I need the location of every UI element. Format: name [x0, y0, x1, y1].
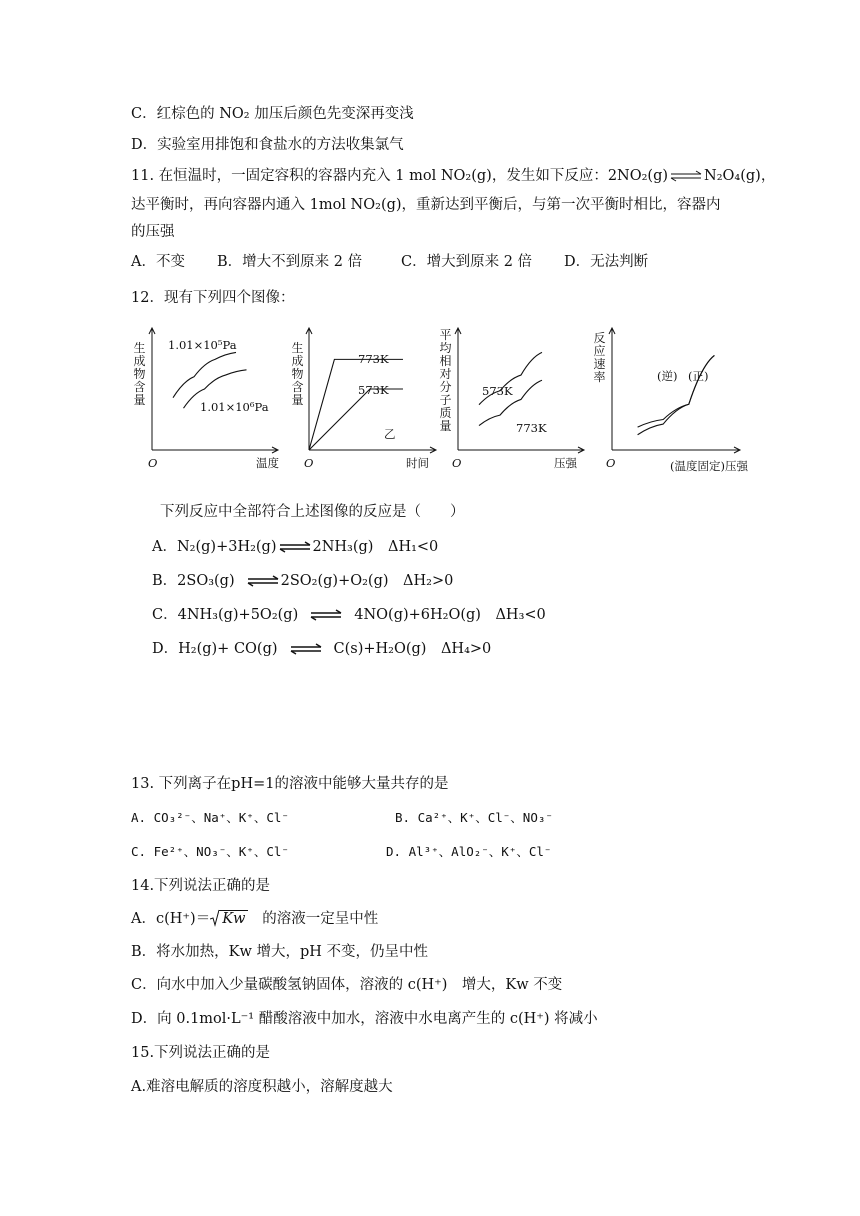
q12-option-a	[152, 537, 438, 557]
q14-option-b: B．将水加热，Kw 增大，pH 不变，仍呈中性	[131, 944, 429, 960]
q12-option-b-left: B．2SO₃(g)	[152, 573, 235, 589]
equilibrium-arrow-icon	[310, 609, 342, 621]
q12-question: 下列反应中全部符合上述图像的反应是（ ）	[160, 504, 465, 520]
chart-2	[286, 322, 441, 486]
q13-option-d: D. Al³⁺、AlO₂⁻、K⁺、Cl⁻	[386, 844, 552, 859]
q14-option-a-right: 的溶液一定呈中性	[262, 911, 379, 927]
equilibrium-arrow-icon	[279, 541, 311, 553]
q11-stem-line1	[131, 166, 775, 186]
kw-symbol: Kw	[219, 910, 248, 927]
q15-stem: 15.下列说法正确的是	[131, 1045, 271, 1061]
series-label-2: 573K	[358, 383, 389, 397]
q10-option-c: C．红棕色的 NO₂ 加压后颜色先变深再变浅	[131, 106, 414, 122]
chart-xlabel: 压强	[554, 456, 577, 470]
q15-option-a: A.难溶电解质的溶度积越小，溶解度越大	[131, 1079, 393, 1095]
sqrt-kw	[210, 909, 248, 929]
series-line-1	[638, 355, 715, 427]
q14-option-a-left: A．c(H⁺)＝	[131, 911, 211, 927]
q12-option-d-left: D．H₂(g)+ CO(g)	[152, 641, 278, 657]
series-label-1: (逆)	[657, 369, 678, 383]
series-label-1: 573K	[482, 384, 513, 398]
q11-stem-part1: 11. 在恒温时，一固定容积的容器内充入 1 mol NO₂(g)，发生如下反应：2NO₂(g)	[131, 168, 669, 184]
series-label-2: 1.01×10⁶Pa	[200, 400, 269, 414]
chart-4-ylabel: 反应速率	[593, 331, 606, 384]
q12-charts	[128, 322, 748, 482]
equilibrium-arrow-icon	[247, 575, 279, 587]
q11-options	[131, 252, 648, 272]
q10-option-d: D．实验室用排饱和食盐水的方法收集氯气	[131, 137, 404, 153]
q14-option-a	[131, 909, 378, 929]
q11-stem-line2: 达平衡时，再向容器内通入 1mol NO₂(g)，重新达到平衡后，与第一次平衡时相比，容器内	[131, 197, 721, 213]
q12-option-b-right: 2SO₂(g)+O₂(g) ΔH₂>0	[280, 573, 454, 589]
chart-xlabel: 温度	[256, 456, 279, 470]
q12-option-c	[152, 605, 546, 625]
chart-3-plot	[436, 322, 586, 482]
q12-option-c-right: 4NO(g)+6H₂O(g) ΔH₃<0	[354, 607, 546, 623]
q11-option-d: D．无法判断	[564, 254, 649, 270]
q11-option-b: B．增大不到原来 2 倍	[217, 254, 363, 270]
q12-option-d	[152, 639, 491, 659]
equilibrium-arrow-icon	[290, 643, 322, 655]
q11-stem-part2: N₂O₄(g)，	[704, 168, 776, 184]
chart-origin-label: O	[304, 456, 314, 470]
chart-3	[436, 322, 586, 486]
chart-origin-label: O	[606, 456, 616, 470]
chart-3-ylabel: 平均相对分子质量	[439, 328, 452, 433]
sqrt-sign-icon	[210, 909, 219, 927]
q14-option-c: C．向水中加入少量碳酸氢钠固体，溶液的 c(H⁺) 增大，Kw 不变	[131, 977, 563, 993]
q11-option-a: A．不变	[131, 254, 185, 270]
q13-option-b: B. Ca²⁺、K⁺、Cl⁻、NO₃⁻	[395, 810, 553, 825]
q14-option-d: D．向 0.1mol·L⁻¹ 醋酸溶液中加水，溶液中水电离产生的 c(H⁺) 将减小	[131, 1011, 598, 1027]
chart-xlabel: (温度固定)压强	[670, 459, 748, 473]
q11-option-c: C．增大到原来 2 倍	[401, 254, 533, 270]
chart-4-plot	[590, 322, 750, 482]
q13-option-c: C. Fe²⁺、NO₃⁻、K⁺、Cl⁻	[131, 844, 289, 859]
q12-option-a-right: 2NH₃(g) ΔH₁<0	[312, 539, 439, 555]
q13-option-a: A. CO₃²⁻、Na⁺、K⁺、Cl⁻	[131, 810, 289, 825]
chart-annotation: 乙	[384, 427, 396, 441]
q12-stem: 12．现有下列四个图像：	[131, 290, 295, 306]
series-label-1: 773K	[358, 352, 389, 366]
q11-stem-line3: 的压强	[131, 224, 175, 240]
chart-2-ylabel: 生成物含量	[291, 341, 304, 407]
chart-1-plot	[128, 322, 283, 482]
chart-xlabel: 时间	[406, 456, 429, 470]
q14-stem: 14.下列说法正确的是	[131, 878, 271, 894]
chart-4	[590, 322, 750, 486]
chart-origin-label: O	[148, 456, 158, 470]
chart-2-plot	[286, 322, 441, 482]
series-label-1: 1.01×10⁵Pa	[168, 338, 237, 352]
q13-stem: 13. 下列离子在pH=1的溶液中能够大量共存的是	[131, 776, 449, 792]
q12-option-a-left: A．N₂(g)+3H₂(g)	[152, 539, 277, 555]
equilibrium-arrow-icon	[670, 170, 702, 182]
q12-option-d-right: C(s)+H₂O(g) ΔH₄>0	[333, 641, 492, 657]
chart-1	[128, 322, 283, 486]
q12-option-b	[152, 571, 453, 591]
q12-option-c-left: C．4NH₃(g)+5O₂(g)	[152, 607, 299, 623]
series-label-2: (正)	[688, 369, 709, 383]
chart-origin-label: O	[452, 456, 462, 470]
series-label-2: 773K	[516, 421, 547, 435]
chart-1-ylabel: 生成物含量	[133, 341, 146, 407]
